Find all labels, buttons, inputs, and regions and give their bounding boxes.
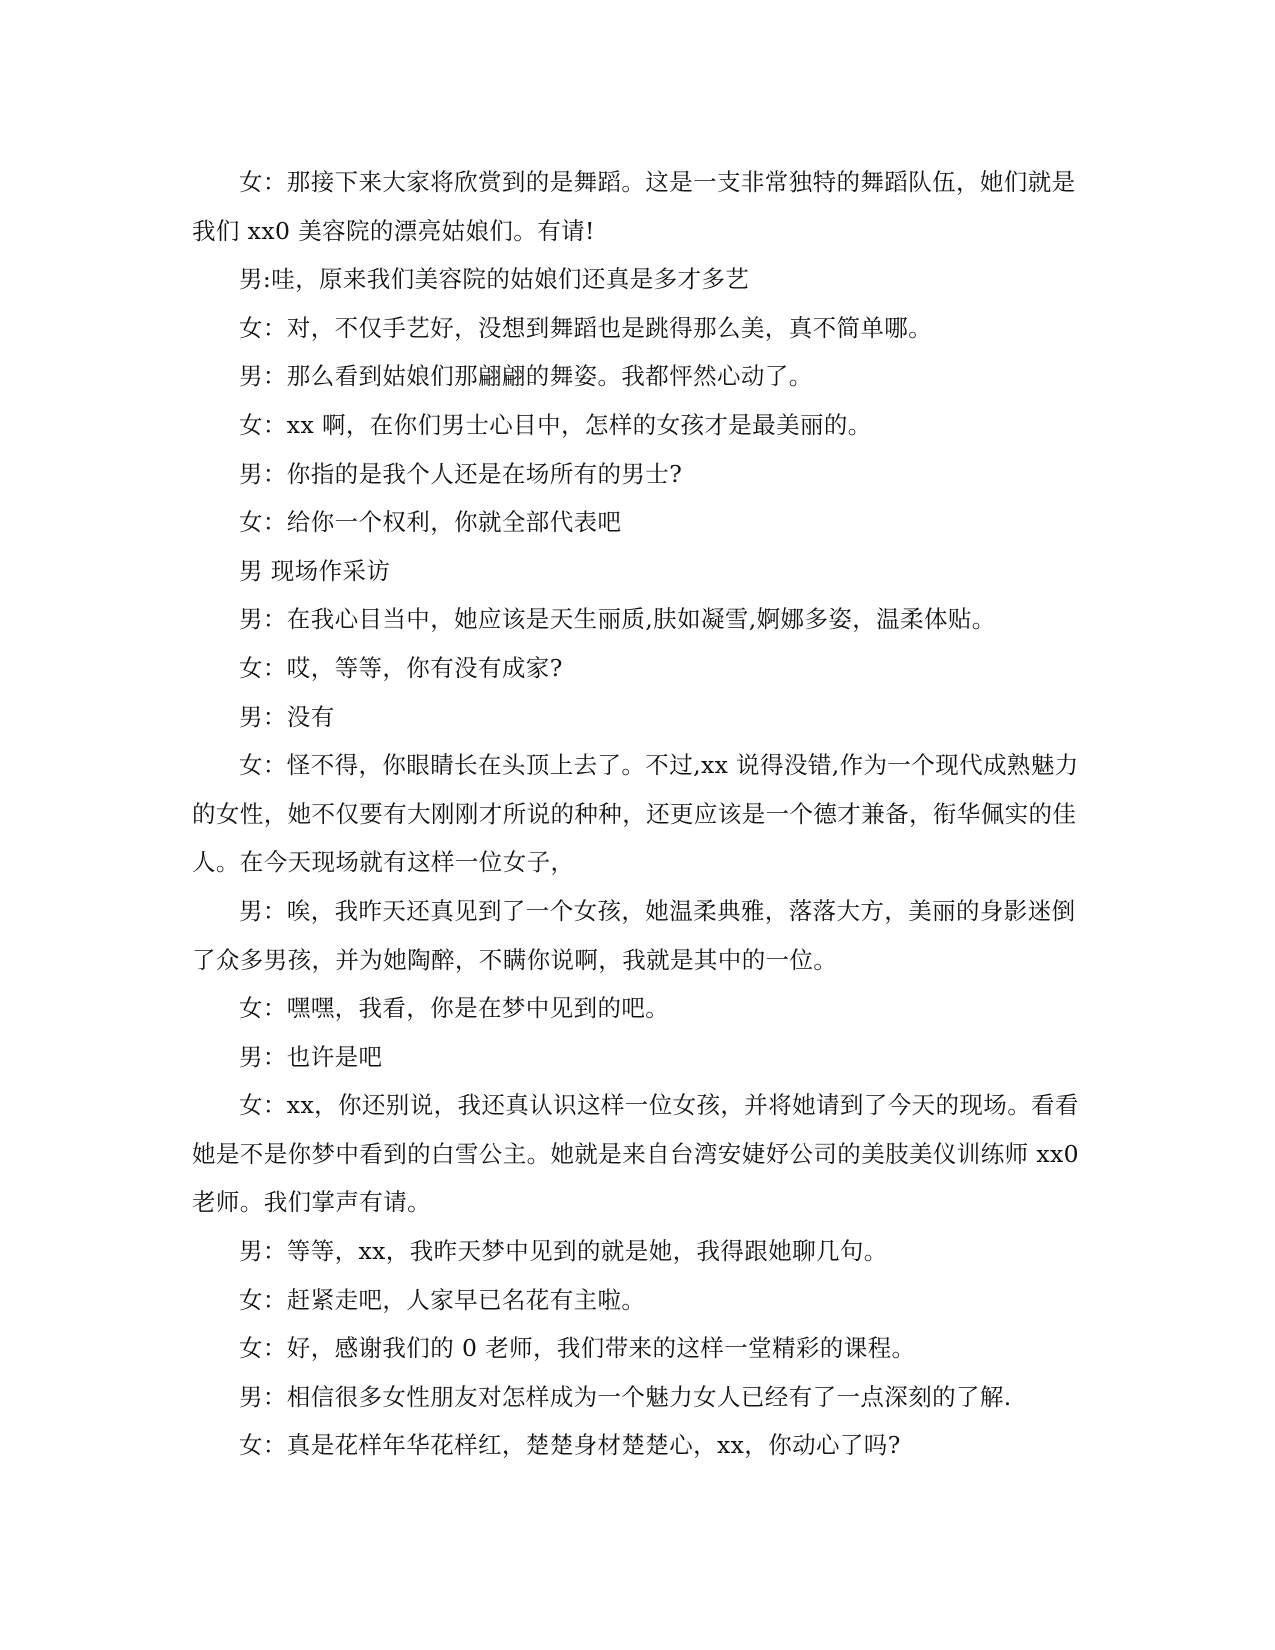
dialogue-paragraph: 女：怪不得，你眼睛长在头顶上去了。不过,xx 说得没错,作为一个现代成熟魅力的女性，她不仅要有大刚刚才所说的种种，还更应该是一个德才兼备，衔华佩实的佳人。在今天现场就有这样一位女子，: [192, 751, 1079, 877]
dialogue-paragraph: 男:哇，原来我们美容院的姑娘们还真是多才多艺: [239, 265, 750, 294]
dialogue-paragraph: 女：xx，你还别说，我还真认识这样一位女孩，并将她请到了今天的现场。看看她是不是你梦中看到的白雪公主。她就是来自台湾安婕妤公司的美肢美仪训练师 xx0 老师。我们掌声有请。: [192, 1091, 1080, 1217]
dialogue-paragraph: 男：等等，xx，我昨天梦中见到的就是她，我得跟她聊几句。: [239, 1237, 888, 1266]
dialogue-paragraph: 男：也许是吧: [239, 1042, 383, 1071]
dialogue-paragraph: 女：xx 啊，在你们男士心目中，怎样的女孩才是最美丽的。: [239, 410, 872, 439]
dialogue-paragraph: 男：唉，我昨天还真见到了一个女孩，她温柔典雅，落落大方，美丽的身影迷倒了众多男孩，并为她陶醉，不瞒你说啊，我就是其中的一位。: [192, 896, 1076, 974]
dialogue-paragraph: 男：在我心目当中，她应该是天生丽质,肤如凝雪,婀娜多姿，温柔体贴。: [239, 605, 996, 634]
dialogue-paragraph: 女：对，不仅手艺好，没想到舞蹈也是跳得那么美，真不简单哪。: [239, 313, 933, 342]
dialogue-paragraph: 女：真是花样年华花样红，楚楚身材楚楚心，xx，你动心了吗?: [239, 1431, 901, 1460]
dialogue-paragraph: 女：哎，等等，你有没有成家?: [239, 653, 563, 682]
dialogue-paragraph: 女：赶紧走吧，人家早已名花有主啦。: [239, 1285, 646, 1314]
dialogue-paragraph: 男：没有: [239, 702, 335, 731]
dialogue-paragraph: 女：那接下来大家将欣赏到的是舞蹈。这是一支非常独特的舞蹈队伍，她们就是我们 xx0 美容院的漂亮姑娘们。有请!: [192, 168, 1076, 245]
dialogue-paragraph: 女：好，感谢我们的 0 老师，我们带来的这样一堂精彩的课程。: [239, 1334, 916, 1363]
document-body: [192, 158, 1084, 1470]
dialogue-paragraph: 男：相信很多女性朋友对怎样成为一个魅力女人已经有了一点深刻的了解.: [239, 1382, 1012, 1411]
dialogue-paragraph: 男：那么看到姑娘们那翩翩的舞姿。我都怦然心动了。: [239, 362, 813, 391]
dialogue-paragraph: 女：给你一个权利，你就全部代表吧: [239, 508, 622, 537]
dialogue-paragraph: 男：你指的是我个人还是在场所有的男士?: [239, 459, 683, 488]
dialogue-paragraph: 男 现场作采访: [239, 556, 391, 585]
dialogue-paragraph: 女：嘿嘿，我看，你是在梦中见到的吧。: [239, 994, 670, 1023]
